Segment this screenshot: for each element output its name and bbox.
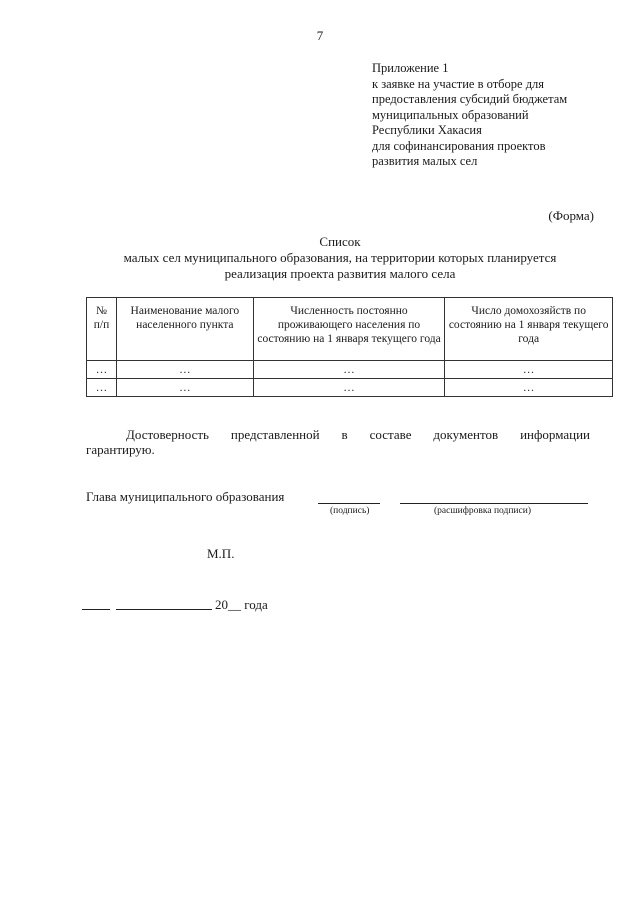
- page-number: 7: [316, 28, 324, 43]
- title-line: малых сел муниципального образования, на территории которых планируется: [123, 250, 557, 265]
- villages-table: [86, 297, 613, 397]
- title-line: Список: [319, 234, 361, 249]
- signature-caption: (подпись): [330, 506, 370, 516]
- appendix-line: к заявке на участие в отборе для: [372, 76, 545, 91]
- date-day-line: [82, 609, 110, 610]
- name-decoding-line: [400, 503, 588, 504]
- table-cell: …: [116, 361, 253, 379]
- guarantee-line: гарантирую.: [86, 442, 155, 457]
- table-cell: …: [253, 361, 445, 379]
- table-cell: …: [116, 379, 253, 397]
- table-cell: …: [445, 361, 613, 379]
- column-header-population: Численность постоянно проживающего населения по состоянию на 1 января текущего года: [253, 298, 445, 361]
- appendix-note: [372, 61, 567, 170]
- document-title: [60, 234, 620, 282]
- title-line: реализация проекта развития малого села: [224, 266, 456, 281]
- appendix-line: Республики Хакасия: [372, 123, 482, 137]
- appendix-line: Приложение 1: [372, 61, 449, 75]
- stamp-place: М.П.: [207, 546, 235, 561]
- table-row: [87, 379, 613, 397]
- column-header-number: № п/п: [87, 298, 117, 361]
- table-row: [87, 361, 613, 379]
- table-cell: …: [253, 379, 445, 397]
- table-cell: …: [87, 361, 117, 379]
- column-header-households: Число домохозяйств по состоянию на 1 января текущего года: [445, 298, 613, 361]
- signatory-label: Глава муниципального образования: [86, 489, 285, 504]
- column-header-settlement: Наименование малого населенного пункта: [116, 298, 253, 361]
- appendix-line: для софинансирования проектов: [372, 138, 546, 153]
- appendix-line: предоставления субсидий бюджетам: [372, 92, 568, 106]
- appendix-line: муниципальных образований: [372, 107, 529, 122]
- form-label: (Форма): [548, 208, 594, 223]
- table-cell: …: [87, 379, 117, 397]
- guarantee-statement: [86, 427, 590, 457]
- date-year-text: 20__ года: [215, 597, 268, 612]
- table-header-row: [87, 298, 613, 361]
- appendix-line: развития малых сел: [372, 154, 478, 168]
- signature-line: [318, 503, 380, 504]
- table-cell: …: [445, 379, 613, 397]
- guarantee-line: Достоверность представленной в составе документов информации: [126, 427, 590, 442]
- date-month-line: [116, 609, 212, 610]
- decoding-caption: (расшифровка подписи): [434, 506, 531, 516]
